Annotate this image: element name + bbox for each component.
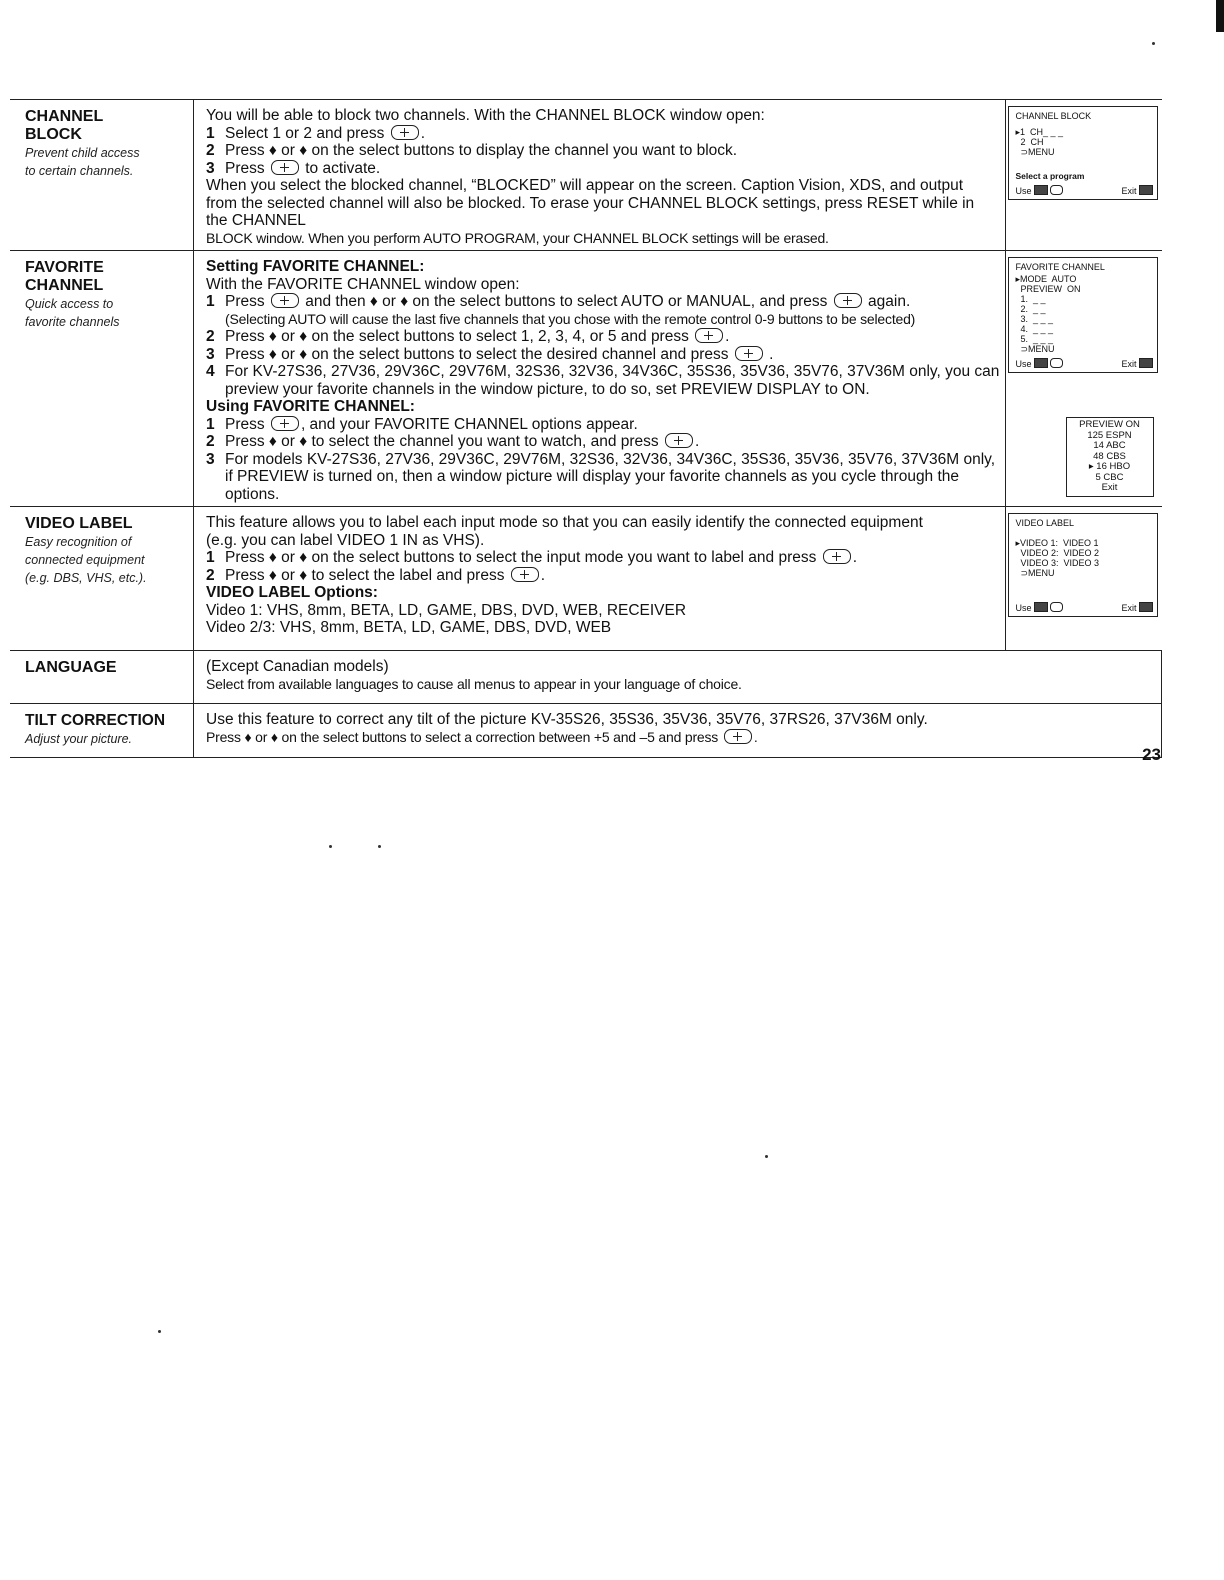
enter-button-icon: [735, 346, 763, 361]
enter-button-icon: [391, 125, 419, 140]
menu-icon: [1139, 602, 1153, 612]
step-text: Select 1 or 2 and press: [225, 124, 385, 142]
step: 4 For KV-27S36, 27V36, 29V36C, 29V76M, 32S36, 32V36, 34V36C, 35S36, 35V36, 35V76, 37V36M only, you can preview your favorite channels in the window picture, to do so, set PREVIEW DISPLAY to ON.: [206, 363, 1000, 398]
section-heading: Setting FAVORITE CHANNEL:: [206, 258, 425, 275]
osd-exit-label: Exit: [1121, 186, 1137, 196]
feature-title: FAVORITE CHANNEL: [25, 259, 104, 294]
osd-line: 4. _ _ _: [1015, 324, 1054, 334]
osd-line: ▸MODE AUTO: [1015, 274, 1077, 284]
enter-button-icon: [511, 567, 539, 582]
row-favorite-channel: [10, 251, 1162, 507]
osd-line: ▸VIDEO 1: VIDEO 1: [1015, 538, 1099, 548]
osd-line: PREVIEW ON: [1015, 284, 1081, 294]
osd-title: VIDEO LABEL: [1015, 518, 1075, 528]
enter-icon: [1050, 185, 1063, 195]
section-heading: Using FAVORITE CHANNEL:: [206, 398, 415, 415]
page-number: 23: [1142, 745, 1161, 764]
step: 1 Press and then ♦ or ♦ on the select buttons to select AUTO or MANUAL, and press again.: [206, 293, 911, 310]
menu-icon: [1139, 358, 1153, 368]
language-text: Select from available languages to cause all menus to appear in your language of choice.: [206, 675, 742, 692]
enter-button-icon: [665, 433, 693, 448]
step: 3 For models KV-27S36, 27V36, 29V36C, 29V76M, 32S36, 32V36, 34V36C, 35S36, 35V36, 35V76, 37V36M only, if PREVIEW is turned on, then a window picture will display your favorite channels as you cycle through the options.: [206, 450, 996, 503]
preview-line: 48 CBS: [1093, 450, 1126, 462]
feature-subtitle: Easy recognition of connected equipment (e.g. DBS, VHS, etc.).: [25, 535, 147, 585]
step: 3 Press to activate.: [206, 159, 381, 177]
osd-line: VIDEO 3: VIDEO 3: [1015, 558, 1100, 568]
feature-subtitle: Quick access to favorite channels: [25, 297, 120, 329]
step-note: (Selecting AUTO will cause the last five channels that you chose with the remote control 0-9 buttons to be selected): [225, 310, 916, 327]
intro-text: This feature allows you to label each input mode so that you can easily identify the connected equipment (e.g. you can label VIDEO 1 IN as VHS).: [206, 514, 923, 549]
osd-exit-label: Exit: [1121, 359, 1137, 369]
scan-speck: [765, 1155, 768, 1158]
step-number: 2: [206, 142, 215, 159]
osd-channel-block-window: [1008, 106, 1158, 200]
preview-line: Exit: [1101, 482, 1118, 493]
osd-preview-window: [1066, 417, 1154, 497]
enter-icon: [1050, 358, 1063, 368]
enter-button-icon: [271, 416, 299, 431]
scan-speck: [378, 845, 381, 848]
preview-line: 125 ESPN: [1087, 429, 1132, 441]
scan-speck: [329, 845, 332, 848]
page-edge-mark: [1216, 0, 1224, 32]
joystick-icon: [1034, 358, 1048, 368]
enter-button-icon: [834, 293, 862, 308]
menu-icon: [1139, 185, 1153, 195]
enter-button-icon: [695, 328, 723, 343]
feature-title: VIDEO LABEL: [25, 515, 133, 532]
osd-video-label-window: [1008, 513, 1158, 617]
feature-subtitle: Prevent child access to certain channels.: [25, 146, 140, 178]
osd-line: ⊃MENU: [1015, 147, 1055, 157]
joystick-icon: [1034, 185, 1048, 195]
step: [206, 142, 1005, 160]
row-channel-block: [10, 100, 1162, 251]
osd-line: ▸1 CH_ _ _: [1015, 127, 1064, 137]
osd-line: 1. _ _: [1015, 294, 1046, 304]
step-number: 3: [206, 159, 215, 177]
tilt-text: Use this feature to correct any tilt of the picture KV-35S26, 35S36, 35V36, 35V76, 37RS26, 37V36M only.: [206, 711, 928, 728]
enter-button-icon: [271, 293, 299, 308]
note-text: BLOCK window. When you perform AUTO PROGRAM, your CHANNEL BLOCK settings will be erased.: [206, 229, 829, 246]
osd-line: 2. _ _: [1015, 304, 1046, 314]
row-video-label: [10, 507, 1162, 651]
option-text: Video 2/3: VHS, 8mm, BETA, LD, GAME, DBS, DVD, WEB: [206, 619, 612, 636]
enter-button-icon: [823, 549, 851, 564]
osd-line: ⊃MENU: [1015, 344, 1055, 354]
osd-line: 2 CH: [1015, 137, 1044, 147]
osd-line: ⊃MENU: [1015, 568, 1055, 578]
scan-speck: [1152, 42, 1155, 45]
preview-line: PREVIEW ON: [1079, 419, 1140, 430]
step: 2 Press ♦ or ♦ to select the label and press .: [206, 566, 546, 584]
row-language: [10, 651, 1162, 704]
feature-title: LANGUAGE: [25, 659, 117, 676]
feature-title: CHANNEL BLOCK: [25, 108, 104, 143]
osd-line: VIDEO 2: VIDEO 2: [1015, 548, 1100, 558]
joystick-icon: [1034, 602, 1048, 612]
section-heading: VIDEO LABEL Options:: [206, 584, 378, 601]
feature-subtitle: Adjust your picture.: [25, 732, 132, 746]
step: 2 Press ♦ or ♦ to select the channel you want to watch, and press .: [206, 433, 700, 450]
step: 1 Press , and your FAVORITE CHANNEL options appear.: [206, 415, 638, 433]
enter-button-icon: [271, 160, 299, 175]
feature-title: TILT CORRECTION: [25, 712, 166, 729]
preview-line: ▸ 16 HBO: [1088, 461, 1131, 472]
step: 1 Press ♦ or ♦ on the select buttons to select the input mode you want to label and press .: [206, 549, 858, 566]
osd-use-label: Use: [1015, 186, 1032, 196]
step: 2 Press ♦ or ♦ on the select buttons to select 1, 2, 3, 4, or 5 and press .: [206, 328, 730, 345]
osd-use-label: Use: [1015, 359, 1032, 369]
step: 3 Press ♦ or ♦ on the select buttons to select the desired channel and press .: [206, 345, 774, 363]
osd-favorite-channel-window: [1008, 257, 1158, 373]
row-tilt-correction: TILT CORRECTION Adjust your picture. Use this feature to correct any tilt of the picture KV-35S26, 35S36, 35V36, 35V76, 37RS26, 37V36M only. Press ♦ or ♦ on the select buttons to select a correction between +5 and –5 and press .: [10, 704, 1162, 758]
language-text: (Except Canadian models): [206, 658, 389, 675]
intro-text: With the FAVORITE CHANNEL window open:: [206, 275, 520, 293]
osd-line: 3. _ _ _: [1015, 314, 1054, 324]
step: 1 Select 1 or 2 and press .: [206, 124, 426, 142]
osd-title: CHANNEL BLOCK: [1015, 111, 1092, 121]
enter-icon: [1050, 602, 1063, 612]
osd-hint: Select a program: [1015, 171, 1085, 181]
preview-line: 5 CBC: [1095, 471, 1124, 483]
scan-speck: [158, 1330, 161, 1333]
note-text: When you select the blocked channel, “BLOCKED” will appear on the screen. Caption Vision, XDS, and output from the selected channel will also be blocked. To erase your CHANNEL BLOCK settings, press RESET while in the CHANNEL: [206, 177, 975, 229]
feature-table: [10, 99, 1162, 758]
step-text: Press ♦ or ♦ on the select buttons to display the channel you want to block.: [225, 142, 738, 159]
osd-use-label: Use: [1015, 603, 1032, 613]
option-text: Video 1: VHS, 8mm, BETA, LD, GAME, DBS, DVD, WEB, RECEIVER: [206, 601, 687, 619]
step-text: Press: [225, 159, 265, 177]
osd-exit-label: Exit: [1121, 603, 1137, 613]
step-number: 1: [206, 124, 215, 142]
osd-line: 5. _ _ _: [1015, 334, 1054, 344]
enter-button-icon: [724, 729, 752, 744]
intro-text: You will be able to block two channels. With the CHANNEL BLOCK window open:: [206, 107, 765, 124]
osd-title: FAVORITE CHANNEL: [1015, 262, 1105, 272]
preview-line: 14 ABC: [1093, 440, 1126, 451]
tilt-text: Press ♦ or ♦ on the select buttons to select a correction between +5 and –5 and press: [206, 728, 719, 745]
